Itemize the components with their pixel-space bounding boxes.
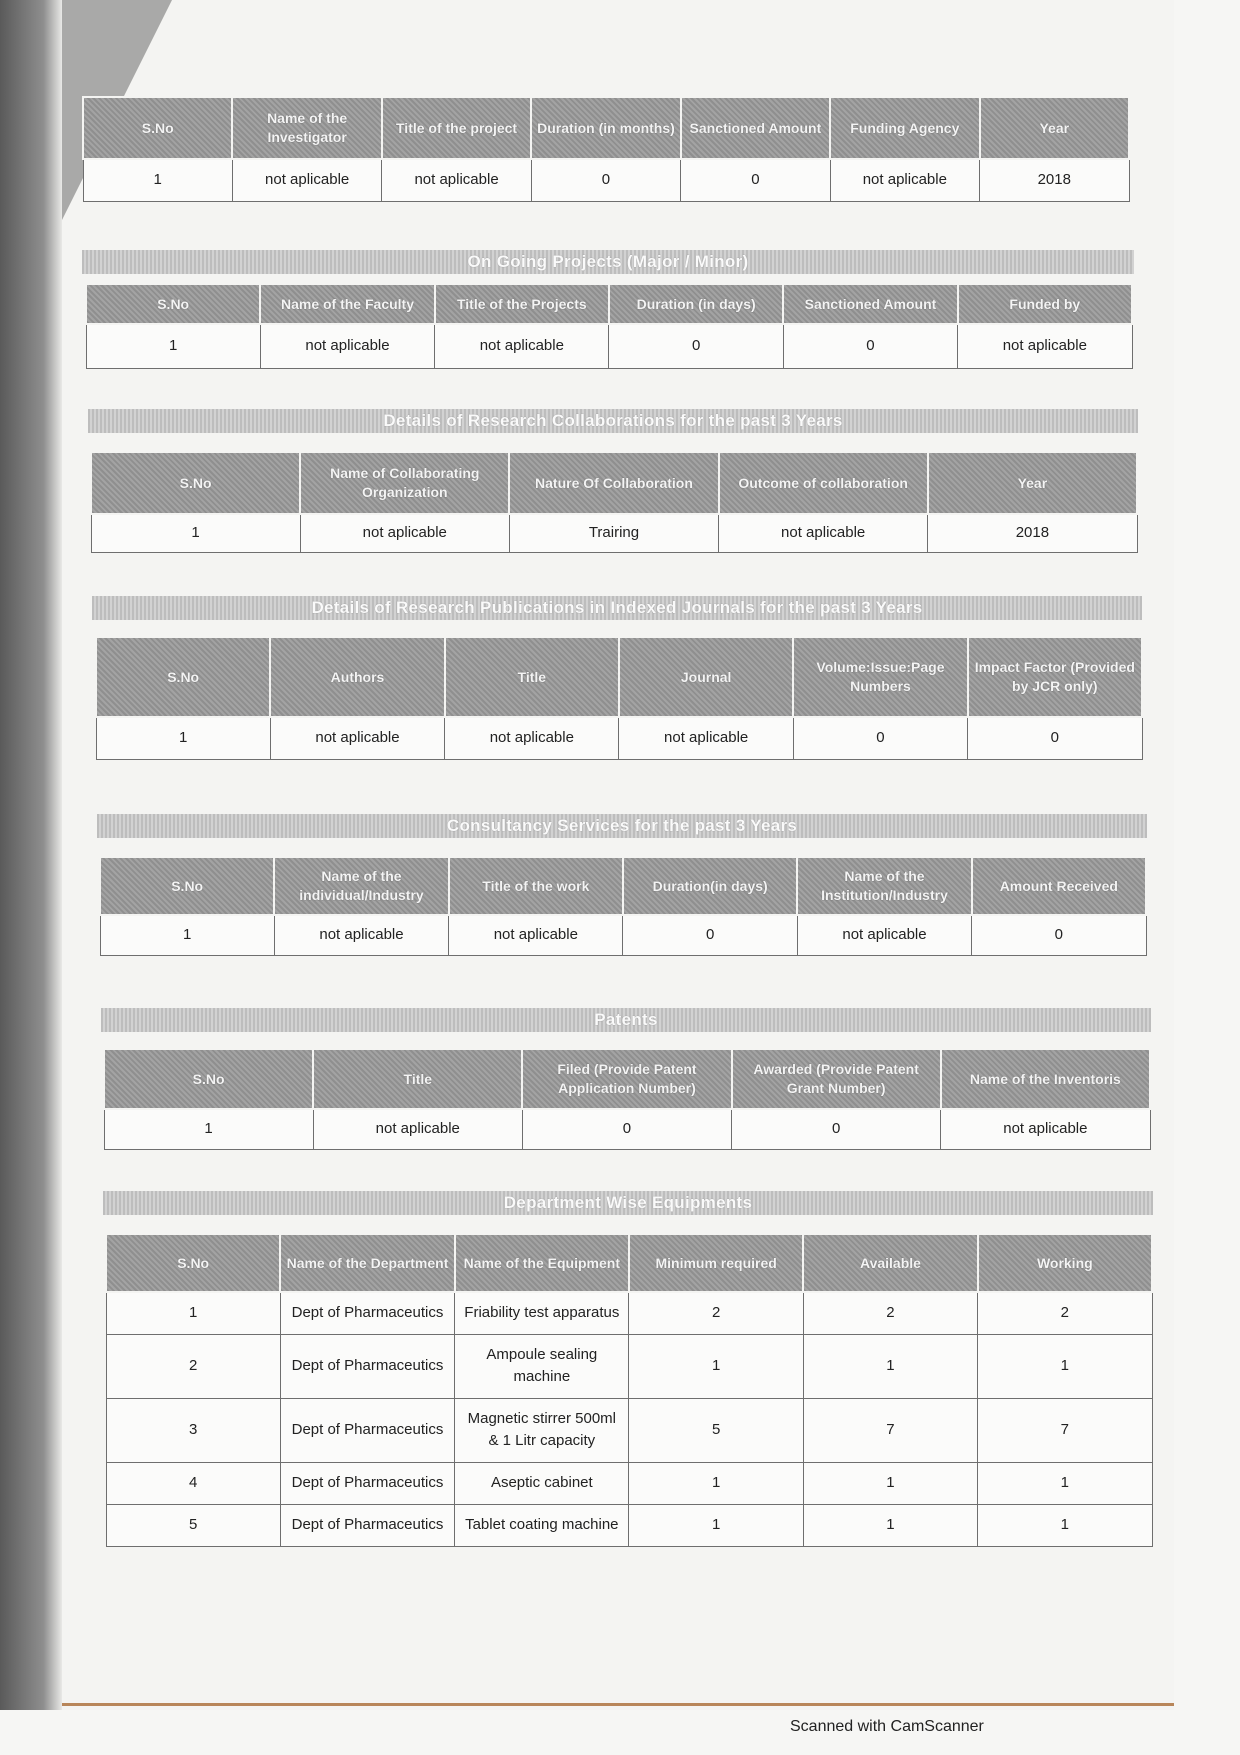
column-header: Nature Of Collaboration bbox=[509, 452, 718, 514]
table-cell: 1 bbox=[100, 915, 274, 955]
table-cell: 1 bbox=[86, 324, 260, 368]
section-title-consultancy: Consultancy Services for the past 3 Years bbox=[97, 814, 1147, 838]
table-cell: not aplicable bbox=[941, 1109, 1150, 1149]
table-cell: Dept of Pharmaceutics bbox=[280, 1462, 454, 1504]
column-header: S.No bbox=[100, 857, 274, 915]
table-cell: Friability test apparatus bbox=[455, 1292, 629, 1334]
table-cell: Tablet coating machine bbox=[455, 1504, 629, 1546]
column-header: S.No bbox=[96, 637, 270, 717]
table-cell: Dept of Pharmaceutics bbox=[280, 1292, 454, 1334]
table-cell: 0 bbox=[732, 1109, 941, 1149]
table-cell: Trairing bbox=[509, 514, 718, 552]
table-row bbox=[100, 915, 1146, 955]
table-cell: 0 bbox=[783, 324, 957, 368]
table-cell: not aplicable bbox=[270, 717, 444, 759]
table-cell: 0 bbox=[681, 159, 830, 201]
table-row bbox=[106, 1504, 1152, 1546]
table-cell: 1 bbox=[629, 1504, 803, 1546]
table-cell: not aplicable bbox=[797, 915, 971, 955]
collaborations-table bbox=[90, 451, 1138, 553]
column-header: Name of the Faculty bbox=[260, 284, 434, 324]
ongoing-projects-table bbox=[85, 283, 1133, 369]
table-cell: Dept of Pharmaceutics bbox=[280, 1398, 454, 1462]
section-title-equipments: Department Wise Equipments bbox=[103, 1191, 1153, 1215]
table-row bbox=[104, 1109, 1150, 1149]
column-header: Duration(in days) bbox=[623, 857, 797, 915]
table-cell: 1 bbox=[106, 1292, 280, 1334]
column-header: Volume:Issue:Page Numbers bbox=[793, 637, 967, 717]
column-header: Name of Collaborating Organization bbox=[300, 452, 509, 514]
table-cell: 1 bbox=[629, 1462, 803, 1504]
table-cell: 2 bbox=[978, 1292, 1152, 1334]
patents-table bbox=[103, 1048, 1151, 1150]
column-header: Duration (in months) bbox=[531, 97, 680, 159]
column-header: S.No bbox=[86, 284, 260, 324]
table-cell: 0 bbox=[623, 915, 797, 955]
table-cell: Dept of Pharmaceutics bbox=[280, 1334, 454, 1398]
section-title-patents: Patents bbox=[101, 1008, 1151, 1032]
header-row bbox=[91, 452, 1137, 514]
column-header: Name of the Investigator bbox=[232, 97, 381, 159]
table-cell: 5 bbox=[106, 1504, 280, 1546]
table-cell: not aplicable bbox=[449, 915, 623, 955]
table-cell: 7 bbox=[978, 1398, 1152, 1462]
table-cell: 5 bbox=[629, 1398, 803, 1462]
table-cell: 1 bbox=[83, 159, 232, 201]
table-cell: not aplicable bbox=[719, 514, 928, 552]
column-header: Working bbox=[978, 1234, 1152, 1292]
header-row bbox=[83, 97, 1129, 159]
table-cell: not aplicable bbox=[958, 324, 1132, 368]
table-cell: 0 bbox=[968, 717, 1142, 759]
table-cell: 1 bbox=[803, 1462, 977, 1504]
bottom-margin bbox=[0, 1710, 1240, 1755]
publications-table bbox=[95, 636, 1143, 760]
table-cell: not aplicable bbox=[300, 514, 509, 552]
table-cell: Magnetic stirrer 500ml & 1 Litr capacity bbox=[455, 1398, 629, 1462]
column-header: Title of the work bbox=[449, 857, 623, 915]
table-row bbox=[106, 1334, 1152, 1398]
column-header: Title of the project bbox=[382, 97, 531, 159]
page-bottom-edge bbox=[62, 1703, 1174, 1706]
table-cell: 0 bbox=[531, 159, 680, 201]
column-header: Outcome of collaboration bbox=[719, 452, 928, 514]
table-cell: 1 bbox=[803, 1504, 977, 1546]
table-cell: 1 bbox=[104, 1109, 313, 1149]
table-cell: 2 bbox=[629, 1292, 803, 1334]
column-header: Awarded (Provide Patent Grant Number) bbox=[732, 1049, 941, 1109]
column-header: Journal bbox=[619, 637, 793, 717]
column-header: Name of the Department bbox=[280, 1234, 454, 1292]
column-header: S.No bbox=[83, 97, 232, 159]
column-header: Minimum required bbox=[629, 1234, 803, 1292]
table-cell: 2018 bbox=[980, 159, 1129, 201]
column-header: Impact Factor (Provided by JCR only) bbox=[968, 637, 1142, 717]
column-header: Funded by bbox=[958, 284, 1132, 324]
table-cell: 1 bbox=[803, 1334, 977, 1398]
table-cell: 0 bbox=[609, 324, 783, 368]
table-cell: 0 bbox=[793, 717, 967, 759]
column-header: Duration (in days) bbox=[609, 284, 783, 324]
table-cell: 2 bbox=[106, 1334, 280, 1398]
table-cell: 1 bbox=[978, 1334, 1152, 1398]
table-cell: 3 bbox=[106, 1398, 280, 1462]
header-row bbox=[104, 1049, 1150, 1109]
column-header: Amount Received bbox=[972, 857, 1146, 915]
table-cell: not aplicable bbox=[260, 324, 434, 368]
column-header: Filed (Provide Patent Application Number) bbox=[522, 1049, 731, 1109]
table-cell: not aplicable bbox=[313, 1109, 522, 1149]
table-cell: Ampoule sealing machine bbox=[455, 1334, 629, 1398]
table-cell: Aseptic cabinet bbox=[455, 1462, 629, 1504]
column-header: Year bbox=[928, 452, 1137, 514]
table-cell: 1 bbox=[978, 1462, 1152, 1504]
section-title-ongoing: On Going Projects (Major / Minor) bbox=[82, 250, 1134, 274]
column-header: Name of the individual/Industry bbox=[274, 857, 448, 915]
table-cell: not aplicable bbox=[619, 717, 793, 759]
table-cell: 1 bbox=[96, 717, 270, 759]
table-cell: not aplicable bbox=[445, 717, 619, 759]
table-cell: 1 bbox=[629, 1334, 803, 1398]
consultancy-table bbox=[99, 856, 1147, 956]
column-header: Year bbox=[980, 97, 1129, 159]
table-cell: not aplicable bbox=[830, 159, 979, 201]
column-header: Name of the Equipment bbox=[455, 1234, 629, 1292]
table-row bbox=[86, 324, 1132, 368]
column-header: Sanctioned Amount bbox=[681, 97, 830, 159]
column-header: Authors bbox=[270, 637, 444, 717]
column-header: Title bbox=[313, 1049, 522, 1109]
table-cell: not aplicable bbox=[382, 159, 531, 201]
table-cell: 1 bbox=[978, 1504, 1152, 1546]
column-header: Name of the Inventoris bbox=[941, 1049, 1150, 1109]
table-row bbox=[96, 717, 1142, 759]
column-header: S.No bbox=[106, 1234, 280, 1292]
camscanner-watermark: Scanned with CamScanner bbox=[790, 1718, 984, 1735]
equipments-table bbox=[105, 1233, 1153, 1547]
table-row bbox=[106, 1462, 1152, 1504]
page-fold-shadow bbox=[0, 0, 62, 1710]
table-row bbox=[106, 1292, 1152, 1334]
column-header: S.No bbox=[91, 452, 300, 514]
header-row bbox=[86, 284, 1132, 324]
section-title-collaborations: Details of Research Collaborations for the past 3 Years bbox=[88, 409, 1138, 433]
section-title-publications: Details of Research Publications in Indexed Journals for the past 3 Years bbox=[92, 596, 1142, 620]
table-cell: 2 bbox=[803, 1292, 977, 1334]
table-cell: not aplicable bbox=[232, 159, 381, 201]
table-cell: 4 bbox=[106, 1462, 280, 1504]
column-header: Title of the Projects bbox=[435, 284, 609, 324]
table-cell: not aplicable bbox=[274, 915, 448, 955]
projects-table bbox=[82, 96, 1130, 202]
column-header: Title bbox=[445, 637, 619, 717]
column-header: Funding Agency bbox=[830, 97, 979, 159]
table-row bbox=[91, 514, 1137, 552]
column-header: Name of the Institution/Industry bbox=[797, 857, 971, 915]
header-row bbox=[106, 1234, 1152, 1292]
table-row bbox=[106, 1398, 1152, 1462]
table-cell: 7 bbox=[803, 1398, 977, 1462]
table-cell: not aplicable bbox=[435, 324, 609, 368]
table-cell: 0 bbox=[972, 915, 1146, 955]
table-cell: 1 bbox=[91, 514, 300, 552]
column-header: Sanctioned Amount bbox=[783, 284, 957, 324]
table-cell: Dept of Pharmaceutics bbox=[280, 1504, 454, 1546]
table-cell: 0 bbox=[522, 1109, 731, 1149]
table-cell: 2018 bbox=[928, 514, 1137, 552]
header-row bbox=[96, 637, 1142, 717]
table-row bbox=[83, 159, 1129, 201]
page-right-margin bbox=[1174, 0, 1240, 1755]
column-header: Available bbox=[803, 1234, 977, 1292]
header-row bbox=[100, 857, 1146, 915]
column-header: S.No bbox=[104, 1049, 313, 1109]
